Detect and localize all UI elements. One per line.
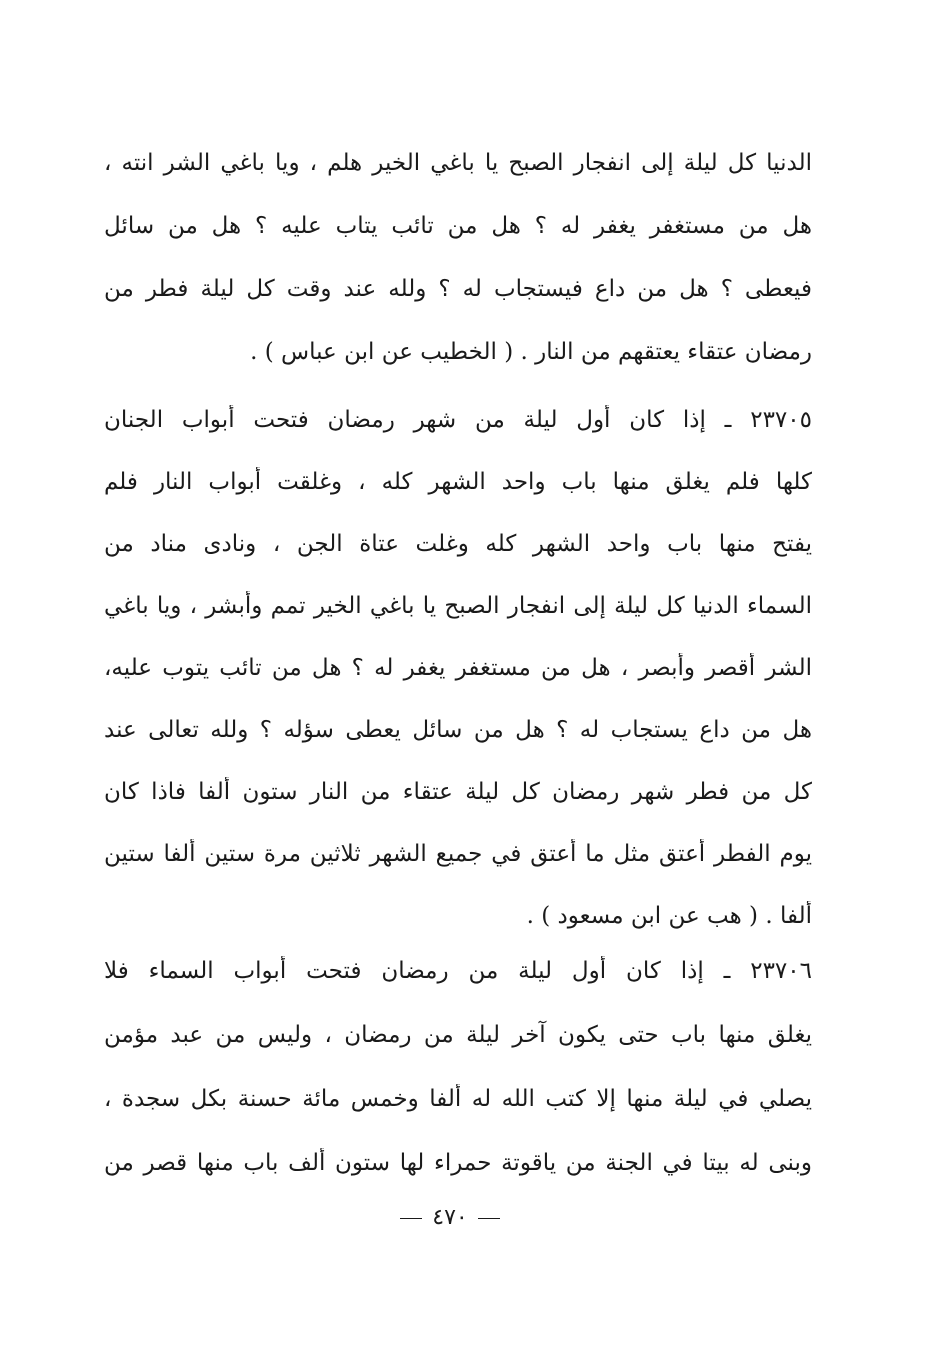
text-line: يوم الفطر أعتق مثل ما أعتق في جميع الشهر ثلاثين مرة ستين ألفا ستين <box>104 841 812 867</box>
dash-decoration <box>400 1218 422 1219</box>
page-number: ٤٧٠ <box>432 1205 468 1230</box>
text-line: يصلي في ليلة منها إلا كتب الله له ألفا وخمس مائة حسنة بكل سجدة ، <box>104 1086 812 1112</box>
page-number-footer <box>0 1203 900 1233</box>
text-line: السماء الدنيا كل ليلة إلى انفجار الصبح يا باغي الخير تمم وأبشر ، ويا باغي <box>104 593 812 619</box>
dash-decoration <box>478 1218 500 1219</box>
text-line: كلها فلم يغلق منها باب واحد الشهر كله ، وغلقت أبواب النار فلم <box>104 469 812 495</box>
text-line: الدنيا كل ليلة إلى انفجار الصبح يا باغي الخير هلم ، ويا باغي الشر انته ، <box>104 150 812 176</box>
paragraph-hadith-23705 <box>104 405 812 963</box>
text-line: يفتح منها باب واحد الشهر كله وغلت عتاة الجن ، ونادى مناد من <box>104 531 812 557</box>
text-line: هل من مستغفر يغفر له ؟ هل من تائب يتاب عليه ؟ هل من سائل <box>104 213 812 239</box>
text-line: وبنى له بيتا في الجنة من ياقوتة حمراء لها ستون ألف باب منها قصر من <box>104 1150 812 1176</box>
text-line: فيعطى ؟ هل من داع فيستجاب له ؟ ولله عند وقت كل ليلة فطر من <box>104 276 812 302</box>
text-line: يغلق منها باب حتى يكون آخر ليلة من رمضان ، وليس من عبد مؤمن <box>104 1022 812 1048</box>
text-line: رمضان عتقاء يعتقهم من النار . ( الخطيب عن ابن عباس ) . <box>250 339 812 365</box>
paragraph-continued-hadith <box>104 148 812 400</box>
text-line: الشر أقصر وأبصر ، هل من مستغفر يغفر له ؟ هل من تائب يتوب عليه، <box>104 655 812 681</box>
text-line: ٢٣٧٠٥ ـ إذا كان أول ليلة من شهر رمضان فتحت أبواب الجنان <box>104 407 812 433</box>
text-line: ٢٣٧٠٦ ـ إذا كان أول ليلة من رمضان فتحت أبواب السماء فلا <box>104 958 812 984</box>
text-line: ألفا . ( هب عن ابن مسعود ) . <box>526 903 812 929</box>
text-line: كل من فطر شهر رمضان كل ليلة عتقاء من النار ستون ألفا فاذا كان <box>104 779 812 805</box>
paragraph-hadith-23706 <box>104 956 812 1212</box>
text-line: هل من داع يستجاب له ؟ هل من سائل يعطى سؤله ؟ ولله تعالى عند <box>104 717 812 743</box>
